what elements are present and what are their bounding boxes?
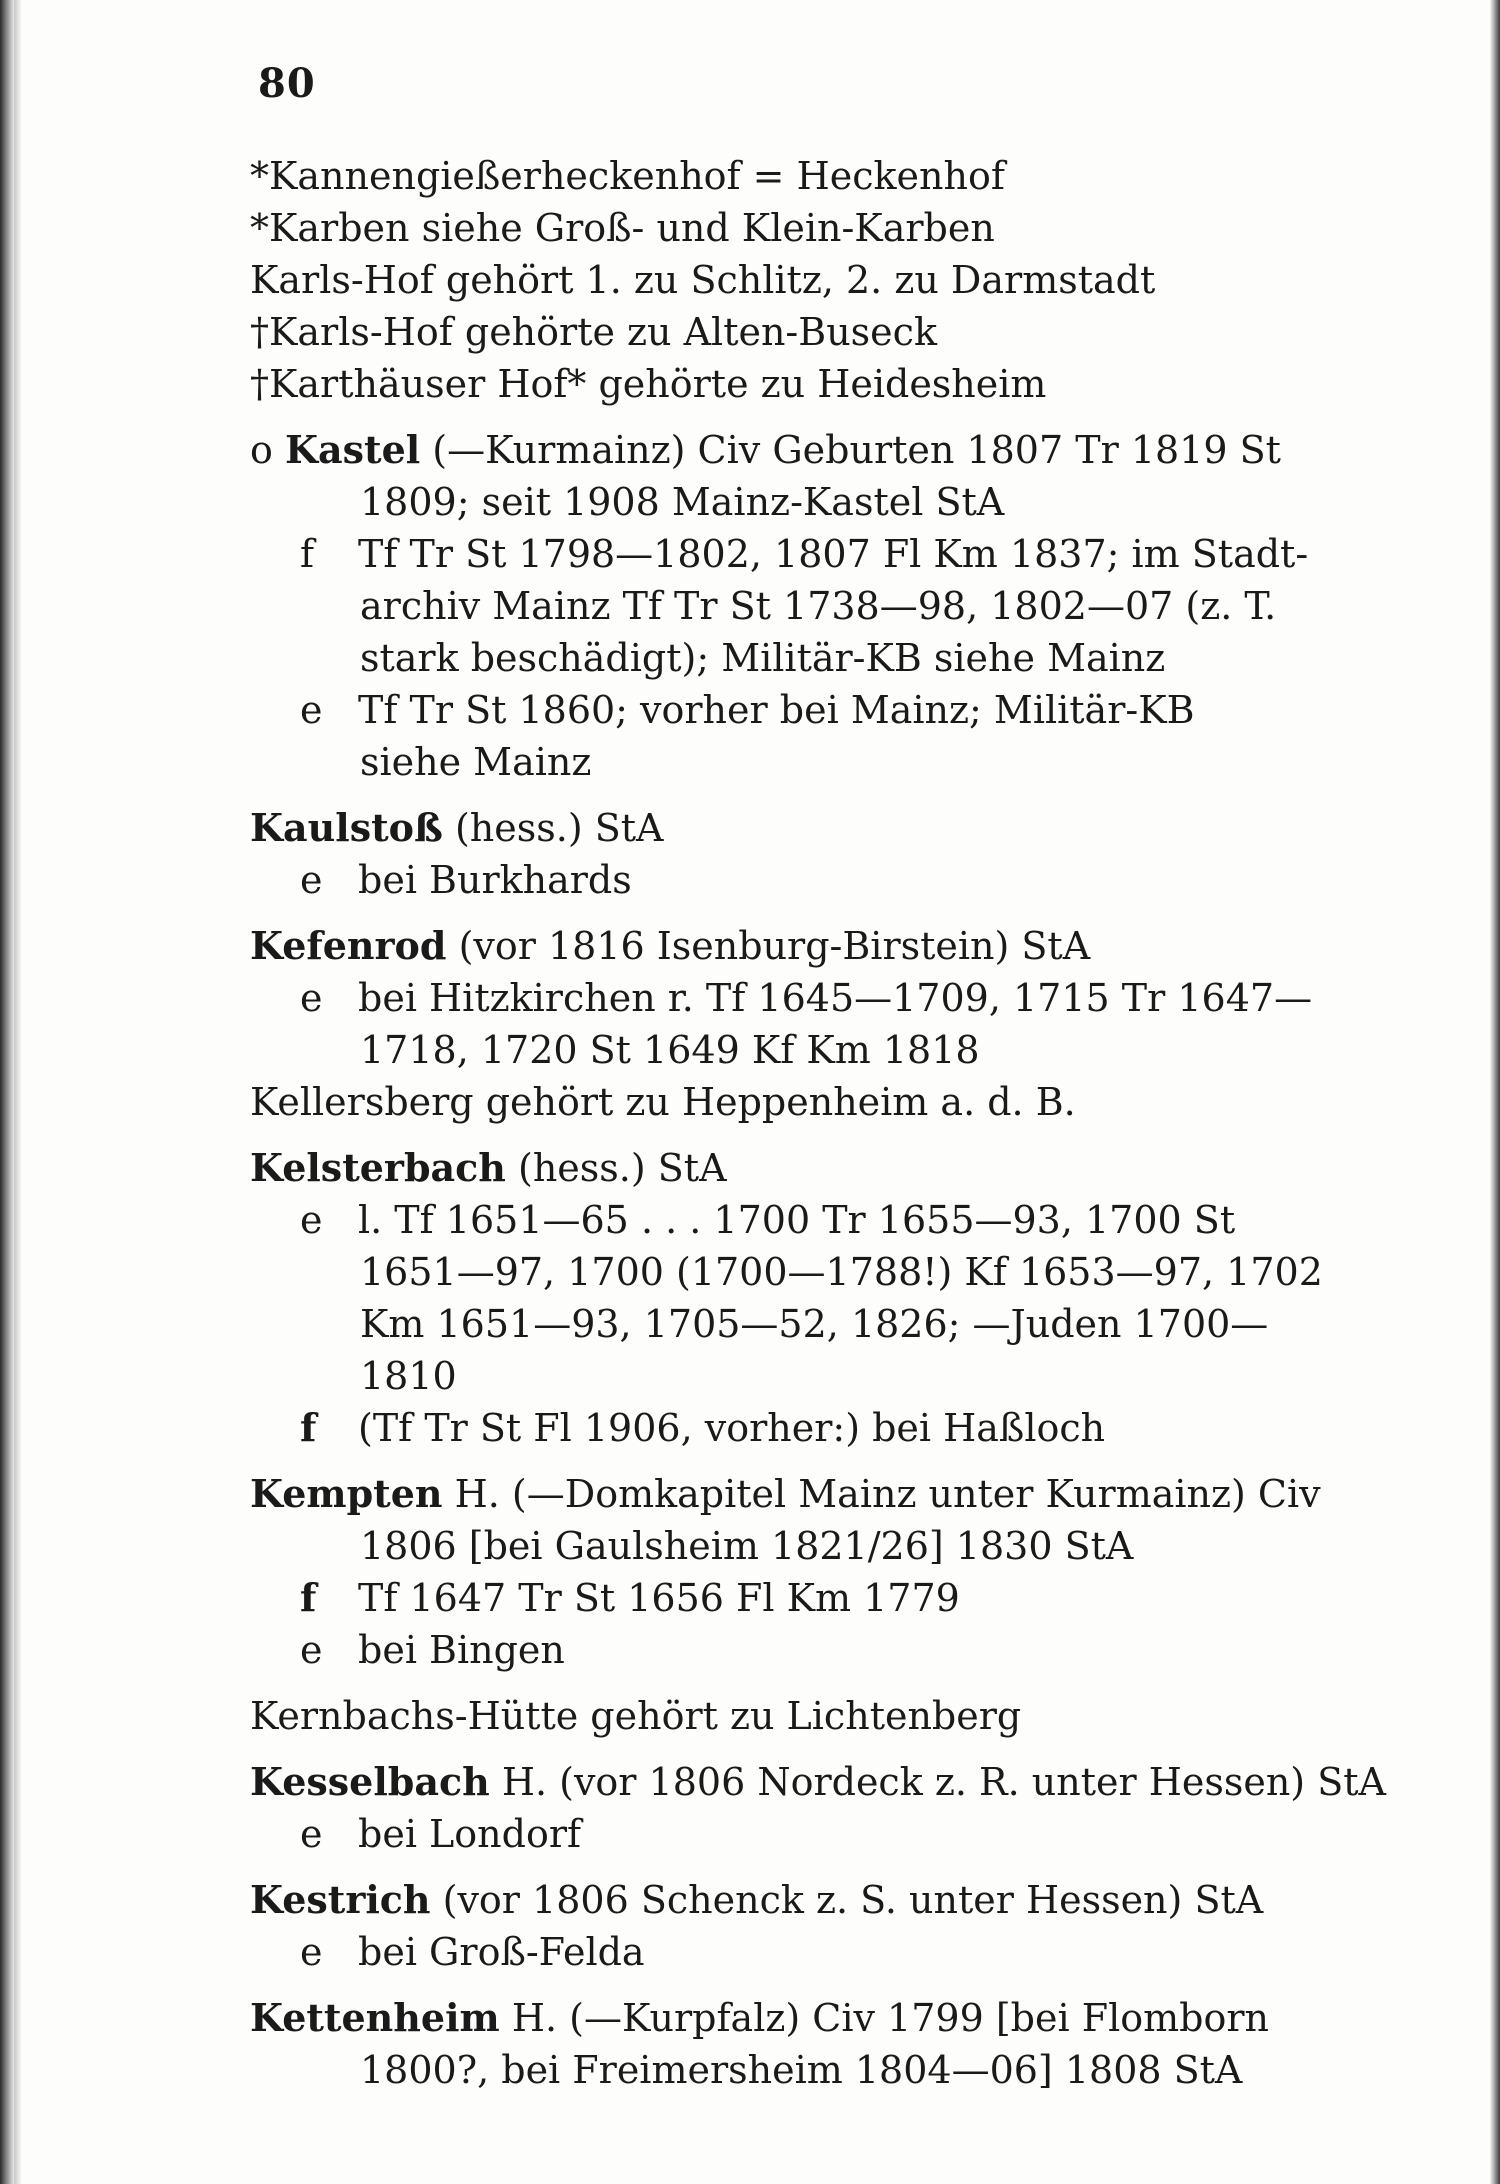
section-marker: e	[300, 1628, 323, 1672]
entry-kastel	[250, 424, 1340, 788]
entry-kannengiesserheckenhof: *Kannengießerheckenhof = Heckenhof	[250, 154, 1005, 198]
entry-text: (hess.) StA	[518, 1146, 727, 1190]
entry-heading: Kesselbach	[250, 1759, 490, 1804]
entry-kernbachs-huette: Kernbachs-Hütte gehört zu Lichtenberg	[250, 1694, 1022, 1738]
entry-text: (hess.) StA	[454, 806, 664, 850]
entry-text: H. (—Domkapitel Mainz unter Kurmainz) Civ	[454, 1472, 1321, 1516]
page-number: 80	[258, 60, 316, 107]
entry-kelsterbach	[250, 1142, 1340, 1454]
entry-kettenheim	[250, 1992, 1340, 2096]
section-text: bei Bingen	[358, 1628, 565, 1672]
entry-heading: Kelsterbach	[250, 1145, 506, 1190]
entry-kesselbach	[250, 1756, 1386, 1860]
entry-heading: Kestrich	[250, 1877, 431, 1922]
section-text-continued: 1651—97, 1700 (1700—1788!) Kf 1653—97, 1702	[360, 1250, 1323, 1294]
section-text-continued: 1810	[360, 1354, 457, 1398]
section-text: bei Londorf	[358, 1812, 582, 1856]
section-text: bei Hitzkirchen r. Tf 1645—1709, 1715 Tr 1647—	[358, 976, 1313, 1020]
entry-text: (vor 1806 Schenck z. S. unter Hessen) StA	[442, 1878, 1264, 1922]
entry-karls-hof-1: Karls-Hof gehört 1. zu Schlitz, 2. zu Darmstadt	[250, 258, 1156, 302]
section-text: Tf Tr St 1798—1802, 1807 Fl Km 1837; im Stadt-	[358, 532, 1309, 576]
page-binding-shadow	[0, 0, 14, 2184]
section-marker: f	[300, 532, 315, 576]
section-marker: e	[300, 858, 323, 902]
entry-kellersberg: Kellersberg gehört zu Heppenheim a. d. B.	[250, 1080, 1076, 1124]
section-text: Tf 1647 Tr St 1656 Fl Km 1779	[358, 1576, 960, 1620]
entry-karls-hof-2: †Karls-Hof gehörte zu Alten-Buseck	[250, 310, 937, 354]
entry-text-continued: 1800?, bei Freimersheim 1804—06] 1808 StA	[360, 2048, 1243, 2092]
section-text: bei Groß-Felda	[358, 1930, 645, 1974]
section-marker: e	[300, 976, 323, 1020]
section-marker: f	[300, 1575, 317, 1620]
entry-kestrich	[250, 1874, 1340, 1978]
entry-kaulstoss	[250, 802, 1340, 906]
entry-text-continued: 1806 [bei Gaulsheim 1821/26] 1830 StA	[360, 1524, 1134, 1568]
section-text: Tf Tr St 1860; vorher bei Mainz; Militär-KB	[358, 688, 1195, 732]
entry-kempten	[250, 1468, 1340, 1676]
section-marker: e	[300, 688, 323, 732]
section-text: bei Burkhards	[358, 858, 632, 902]
entry-text: (—Kurmainz) Civ Geburten 1807 Tr 1819 St	[432, 428, 1281, 472]
entry-text: H. (vor 1806 Nordeck z. R. unter Hessen) StA	[501, 1760, 1386, 1804]
entry-kefenrod	[250, 920, 1340, 1076]
section-marker: e	[300, 1198, 323, 1242]
section-text-continued: stark beschädigt); Militär-KB siehe Mainz	[360, 636, 1166, 680]
section-marker: f	[300, 1405, 317, 1450]
entry-text: (vor 1816 Isenburg-Birstein) StA	[458, 924, 1091, 968]
entry-heading: Kettenheim	[250, 1995, 500, 2040]
entry-text-continued: 1809; seit 1908 Mainz-Kastel StA	[360, 480, 1005, 524]
section-text-continued: 1718, 1720 St 1649 Kf Km 1818	[360, 1028, 980, 1072]
entry-heading: Kefenrod	[250, 923, 447, 968]
gazetteer-entries	[250, 150, 1386, 2096]
section-text-continued: archiv Mainz Tf Tr St 1738—98, 1802—07 (z. T.	[360, 584, 1277, 628]
section-text-continued: siehe Mainz	[360, 740, 592, 784]
page-binding-fade	[14, 0, 22, 2184]
entry-karben: *Karben siehe Groß- und Klein-Karben	[250, 206, 995, 250]
entry-text: H. (—Kurpfalz) Civ 1799 [bei Flomborn	[511, 1996, 1269, 2040]
section-text: (Tf Tr St Fl 1906, vorher:) bei Haßloch	[358, 1406, 1106, 1450]
section-text: l. Tf 1651—65 . . . 1700 Tr 1655—93, 1700 St	[358, 1198, 1236, 1242]
entry-heading: Kempten	[250, 1471, 443, 1516]
section-marker: e	[300, 1930, 323, 1974]
entry-heading: Kastel	[284, 427, 421, 472]
section-text-continued: Km 1651—93, 1705—52, 1826; —Juden 1700—	[360, 1302, 1269, 1346]
page-edge-shadow	[1490, 0, 1500, 2184]
entry-karthaeuser-hof: †Karthäuser Hof* gehörte zu Heidesheim	[250, 362, 1047, 406]
entry-marker: o	[250, 428, 273, 472]
section-marker: e	[300, 1812, 323, 1856]
entry-heading: Kaulstoß	[250, 805, 443, 850]
